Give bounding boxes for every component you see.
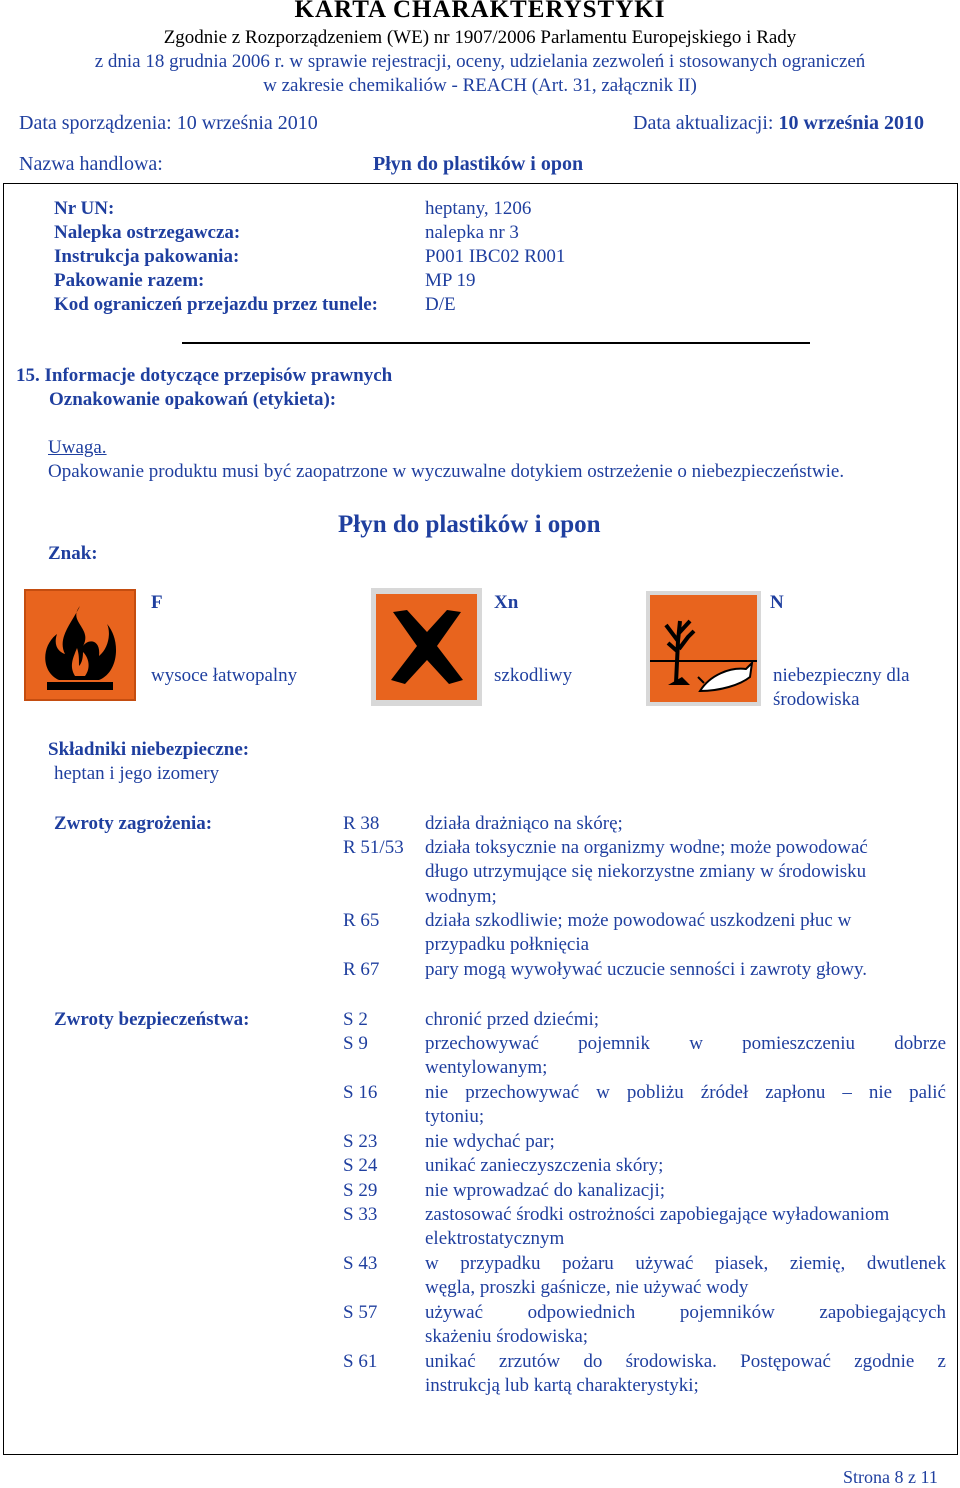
r-phrase-text: działa drażniąco na skórę;: [425, 813, 623, 834]
pictogram-symbol: N: [770, 592, 784, 613]
r-phrase-text: wodnym;: [425, 886, 497, 907]
s-phrase-text: chronić przed dziećmi;: [425, 1009, 600, 1030]
transport-label: Nalepka ostrzegawcza:: [54, 222, 241, 243]
s-phrase-code: S 9: [343, 1033, 368, 1054]
page-number: Strona 8 z 11: [843, 1467, 938, 1487]
s-phrase-code: S 61: [343, 1351, 378, 1372]
s-phrase-text: używać odpowiednich pojemników zapobiegających: [425, 1302, 946, 1323]
s-phrase-code: S 43: [343, 1253, 378, 1274]
section-divider: [182, 342, 810, 344]
transport-value: heptany, 1206: [425, 198, 532, 219]
s-phrase-text: wentylowanym;: [425, 1057, 548, 1078]
pictogram-description: szkodliwy: [494, 665, 573, 686]
pictogram-symbol: Xn: [494, 592, 519, 613]
s-phrase-code: S 23: [343, 1131, 378, 1152]
section-15-heading: 15. Informacje dotyczące przepisów prawnych: [16, 365, 393, 386]
s-phrase-text: zastosować środki ostrożności zapobiegające wyładowaniom: [425, 1204, 890, 1225]
note-label: Uwaga.: [48, 437, 107, 458]
s-phrase-code: S 24: [343, 1155, 378, 1176]
product-name-large: Płyn do plastików i opon: [338, 511, 601, 538]
s-phrases-label: Zwroty bezpieczeństwa:: [54, 1009, 250, 1030]
r-phrase-code: R 51/53: [343, 837, 404, 858]
r-phrase-code: R 38: [343, 813, 380, 834]
labeling-subheading: Oznakowanie opakowań (etykieta):: [49, 389, 337, 410]
note-text: Opakowanie produktu musi być zaopatrzone w wyczuwalne dotykiem ostrzeżenie o niebezpieczeństwie.: [48, 461, 845, 482]
s-phrase-text: nie wprowadzać do kanalizacji;: [425, 1180, 666, 1201]
document-title: KARTA CHARAKTERYSTYKI: [294, 0, 666, 23]
date-updated: [633, 112, 924, 135]
transport-label: Pakowanie razem:: [54, 270, 205, 291]
date-updated-value: 10 września 2010: [778, 112, 925, 134]
r-phrase-text: działa szkodliwie; może powodować uszkodzeni płuc w: [425, 910, 852, 931]
cross-icon: [371, 588, 482, 706]
transport-value: D/E: [425, 294, 456, 315]
transport-value: P001 IBC02 R001: [425, 246, 566, 267]
r-phrase-code: R 65: [343, 910, 380, 931]
s-phrase-text: węgla, proszki gaśnicze, nie używać wody: [425, 1277, 749, 1298]
r-phrases-label: Zwroty zagrożenia:: [54, 813, 213, 834]
pictogram-description: wysoce łatwopalny: [151, 665, 298, 686]
ingredients-label: Składniki niebezpieczne:: [48, 739, 250, 760]
s-phrase-text: w przypadku pożaru używać piasek, ziemię, dwutlenek: [425, 1253, 946, 1274]
r-phrase-code: R 67: [343, 959, 380, 980]
s-phrase-code: S 2: [343, 1009, 368, 1030]
r-phrase-text: działa toksycznie na organizmy wodne; może powodować: [425, 837, 868, 858]
r-phrase-text: przypadku połknięcia: [425, 934, 590, 955]
r-phrase-text: długo utrzymujące się niekorzystne zmiany w środowisku: [425, 861, 867, 882]
transport-label: Kod ograniczeń przejazdu przez tunele:: [54, 294, 378, 315]
s-phrase-text: nie przechowywać w pobliżu źródeł zapłonu – nie palić: [425, 1082, 946, 1103]
s-phrase-code: S 33: [343, 1204, 378, 1225]
regulation-line-1: Zgodnie z Rozporządzeniem (WE) nr 1907/2006 Parlamentu Europejskiego i Rady: [163, 27, 797, 48]
s-phrase-text: unikać zanieczyszczenia skóry;: [425, 1155, 664, 1176]
date-updated-label: Data aktualizacji:: [633, 112, 774, 134]
date-created: Data sporządzenia: 10 września 2010: [19, 112, 318, 134]
transport-label: Instrukcja pakowania:: [54, 246, 240, 267]
transport-value: nalepka nr 3: [425, 222, 519, 243]
trade-name-label: Nazwa handlowa:: [19, 153, 163, 175]
s-phrase-text: nie wdychać par;: [425, 1131, 555, 1152]
ingredients-value: heptan i jego izomery: [54, 763, 220, 784]
s-phrase-code: S 16: [343, 1082, 378, 1103]
s-phrase-text: przechowywać pojemnik w pomieszczeniu dobrze: [425, 1033, 946, 1054]
s-phrase-code: S 29: [343, 1180, 378, 1201]
sign-label: Znak:: [48, 543, 98, 564]
regulation-line-3: w zakresie chemikaliów - REACH (Art. 31, załącznik II): [263, 75, 697, 96]
s-phrase-text: instrukcją lub kartą charakterystyki;: [425, 1375, 699, 1396]
s-phrase-text: skażeniu środowiska;: [425, 1326, 589, 1347]
regulation-line-2: z dnia 18 grudnia 2006 r. w sprawie rejestracji, oceny, udzielania zezwoleń i stosowanych ograniczeń: [94, 51, 866, 72]
s-phrase-text: tytoniu;: [425, 1106, 485, 1127]
trade-name-value: Płyn do plastików i opon: [373, 153, 584, 175]
s-phrase-text: elektrostatycznym: [425, 1228, 565, 1249]
transport-value: MP 19: [425, 270, 476, 291]
s-phrase-text: unikać zrzutów do środowiska. Postępować zgodnie z: [425, 1351, 946, 1372]
flame-icon: [23, 588, 137, 702]
pictogram-description: środowiska: [773, 689, 860, 710]
r-phrase-text: pary mogą wywoływać uczucie senności i zawroty głowy.: [425, 959, 867, 980]
dead-tree-fish-icon: [646, 591, 761, 706]
s-phrase-code: S 57: [343, 1302, 378, 1323]
transport-label: Nr UN:: [54, 198, 115, 219]
pictogram-description: niebezpieczny dla: [773, 665, 910, 686]
pictogram-symbol: F: [151, 592, 163, 613]
